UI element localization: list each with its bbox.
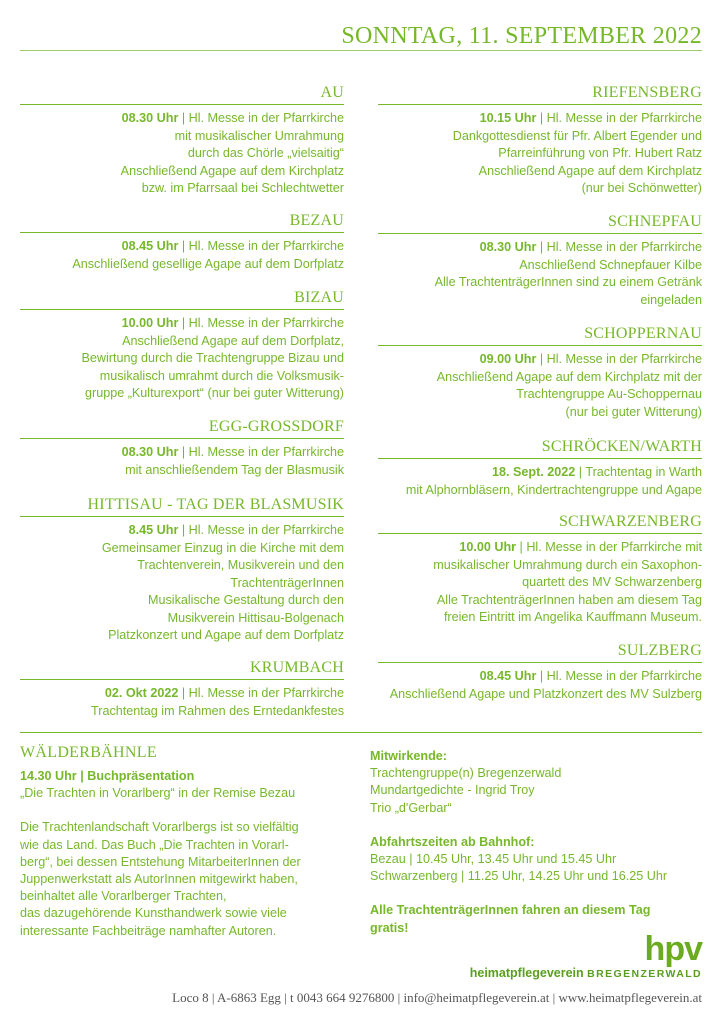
event-time: 08.30 Uhr (479, 240, 537, 254)
description-line: interessante Fachbeiträge namhafter Autoren. (20, 923, 277, 938)
event-detail-line (378, 369, 702, 387)
event-text: quartett des MV Schwarzenberg (522, 575, 702, 589)
description-line: das dazugehörende Kunsthandwerk sowie viele (20, 906, 287, 921)
event-detail-line (378, 609, 702, 627)
event-section-schwarzenberg (378, 513, 702, 627)
event-detail-line (20, 444, 344, 462)
description-line: Die Trachtenlandschaft Vorarlbergs ist so vielfältig (20, 820, 299, 835)
event-time: 08.45 Uhr (479, 669, 537, 683)
event-text: mit musikalischer Umrahmung (174, 128, 344, 143)
event-location-heading: SULZBERG (378, 642, 702, 663)
event-detail-line (378, 668, 702, 686)
event-location-heading: KRUMBACH (20, 659, 344, 680)
event-text: Trachtenverein, Musikverein und den (137, 558, 344, 572)
event-text: Anschließend Agape auf dem Kirchplatz mit der (436, 369, 702, 384)
event-text: Bewirtung durch die Trachtengruppe Bizau und (81, 351, 344, 365)
event-detail-line (378, 539, 702, 557)
event-section-au (20, 84, 344, 198)
event-time: 8.45 Uhr (128, 523, 179, 537)
event-location-heading: HITTISAU - TAG DER BLASMUSIK (20, 496, 344, 517)
event-section-bezau (20, 212, 344, 273)
event-detail-line (378, 351, 702, 369)
event-text: durch das Chörle „vielsaitig“ (187, 146, 344, 160)
event-detail-line (20, 540, 344, 558)
event-detail-line (20, 180, 344, 198)
event-location-heading: EGG-GROSSDORF (20, 418, 344, 439)
event-time: 08.45 Uhr (121, 239, 179, 253)
event-text: musikalischer Umrahmung durch ein Saxophon- (433, 557, 702, 572)
departure-item: Bezau | 10.45 Uhr, 13.45 Uhr und 15.45 Uhr (370, 852, 617, 867)
event-text: bzw. im Pfarrsaal bei Schlechtwetter (141, 181, 344, 195)
event-time: 10.00 Uhr (121, 316, 179, 330)
event-details (378, 110, 702, 198)
event-detail-line (378, 482, 702, 500)
event-text: | Hl. Messe in der Pfarrkirche (178, 523, 344, 537)
event-detail-line (20, 685, 344, 703)
event-detail-line (20, 315, 344, 333)
event-detail-line (378, 386, 702, 404)
event-text: | Hl. Messe in der Pfarrkirche (178, 686, 344, 700)
event-section-riefensberg (378, 84, 702, 198)
event-details (378, 668, 702, 703)
waelderbaehnle-description (20, 819, 350, 939)
event-location-heading: BIZAU (20, 289, 344, 310)
page-title: SONNTAG, 11. SEPTEMBER 2022 (341, 23, 702, 49)
event-text: | Hl. Messe in der Pfarrkirche (536, 240, 702, 254)
event-detail-line (378, 274, 702, 292)
event-detail-line (378, 557, 702, 575)
event-text: gruppe „Kulturexport“ (nur bei guter Witterung) (85, 386, 344, 400)
performers-heading: Mitwirkende: (370, 749, 447, 763)
event-detail-line (20, 110, 344, 128)
event-detail-line (378, 686, 702, 704)
event-detail-line (20, 592, 344, 610)
description-line: Juppenwerkstatt als AutorInnen mitgewirkt haben, (20, 872, 298, 887)
event-text: (nur bei guter Witterung) (565, 404, 702, 419)
departures-list (370, 851, 710, 885)
departures-heading: Abfahrtszeiten ab Bahnhof: (370, 834, 535, 849)
event-text: Pfarreinführung von Pfr. Hubert Ratz (498, 146, 702, 160)
event-section-bizau (20, 289, 344, 403)
event-section-schnepfau (378, 213, 702, 309)
departure-item: Schwarzenberg | 11.25 Uhr, 14.25 Uhr und 16.25 Uhr (370, 869, 668, 884)
event-details (20, 685, 344, 720)
event-detail-line (20, 333, 344, 351)
event-text: Anschließend Agape auf dem Dorfplatz, (122, 333, 344, 348)
event-detail-line (378, 180, 702, 198)
event-detail-line (378, 404, 702, 422)
event-text: | Hl. Messe in der Pfarrkirche (536, 669, 702, 683)
event-detail-line (20, 256, 344, 274)
event-text: mit Alphornbläsern, Kindertrachtengruppe und Agape (405, 482, 702, 497)
event-details (20, 315, 344, 403)
event-details (378, 539, 702, 627)
event-detail-line (378, 292, 702, 310)
event-text: Anschließend Agape und Platzkonzert des MV Sulzberg (389, 686, 702, 701)
event-detail-line (20, 368, 344, 386)
event-detail-line (20, 575, 344, 593)
event-details (378, 351, 702, 421)
event-detail-line (20, 350, 344, 368)
event-section-schoppernau (378, 325, 702, 421)
waelderbaehnle-heading: WÄLDERBÄHNLE (20, 744, 157, 761)
event-text: Gemeinsamer Einzug in die Kirche mit dem (101, 540, 344, 555)
free-ride-line: Alle TrachtenträgerInnen fahren an diesem Tag (370, 903, 651, 918)
event-section-egg-grossdorf (20, 418, 344, 479)
event-location-heading: SCHWARZENBERG (378, 513, 702, 534)
event-detail-line (378, 128, 702, 146)
event-text: Musikalische Gestaltung durch den (147, 593, 344, 607)
event-text: | Hl. Messe in der Pfarrkirche (178, 445, 344, 459)
event-text: | Hl. Messe in der Pfarrkirche (178, 316, 344, 330)
event-location-heading: SCHOPPERNAU (378, 325, 702, 346)
event-section-krumbach (20, 659, 344, 720)
event-text: mit anschließendem Tag der Blasmusik (125, 462, 344, 477)
footer-contact: Loco 8 | A-6863 Egg | t 0043 664 9276800 | info@heimatpflegeverein.at | www.heimatpflegeverein.at (172, 990, 702, 1005)
event-detail-line (378, 257, 702, 275)
event-details (20, 522, 344, 645)
event-section-hittisau-tag-der-blasmusik (20, 496, 344, 645)
waelderbaehnle-section (20, 744, 350, 940)
event-detail-line (378, 574, 702, 592)
event-detail-line (378, 464, 702, 482)
event-text: Anschließend gesellige Agape auf dem Dorfplatz (72, 256, 344, 271)
performer-item: Trio „d'Gerbar“ (370, 800, 452, 815)
logo-text (470, 966, 702, 981)
event-location-heading: SCHRÖCKEN/WARTH (378, 438, 702, 459)
event-time: 10.15 Uhr (479, 111, 537, 125)
event-text: Anschließend Agape auf dem Kirchplatz (120, 163, 344, 178)
event-time: 10.00 Uhr (459, 540, 517, 554)
info-section (370, 748, 710, 937)
event-section-schröcken-warth (378, 438, 702, 499)
event-detail-line (20, 462, 344, 480)
event-text: freien Eintritt im Angelika Kauffmann Museum. (443, 610, 702, 624)
event-text: Alle TrachtenträgerInnen haben am diesem Tag (436, 592, 702, 607)
event-section-sulzberg (378, 642, 702, 703)
event-time: 18. Sept. 2022 (491, 465, 576, 479)
event-text: TrachtenträgerInnen (230, 575, 344, 590)
performer-item: Trachtengruppe(n) Bregenzerwald (370, 766, 562, 781)
free-ride-line: gratis! (370, 920, 409, 935)
event-text: Dankgottesdienst für Pfr. Albert Egender und (452, 128, 702, 143)
performer-item: Mundartgedichte - Ingrid Troy (370, 783, 535, 798)
event-text: | Hl. Messe in der Pfarrkirche (536, 352, 702, 366)
event-details (20, 110, 344, 198)
event-details (20, 444, 344, 479)
event-time: 02. Okt 2022 (104, 686, 179, 700)
title-divider (20, 50, 702, 51)
waelderbaehnle-subtitle: „Die Trachten in Vorarlberg“ in der Remise Bezau (20, 786, 296, 801)
event-detail-line (20, 238, 344, 256)
event-text: Musikverein Hittisau-Bolgenach (167, 610, 344, 625)
event-text: | Hl. Messe in der Pfarrkirche mit (516, 540, 702, 554)
logo-name: heimatpflegeverein (469, 966, 584, 980)
event-text: Trachtengruppe Au-Schoppernau (516, 387, 702, 401)
event-detail-line (378, 592, 702, 610)
event-detail-line (20, 128, 344, 146)
event-text: | Hl. Messe in der Pfarrkirche (178, 239, 344, 253)
description-line: berg“, bei dessen Entstehung MitarbeiterInnen der (20, 854, 301, 869)
description-line: beinhaltet alle Vorarlberger Trachten, (20, 889, 227, 904)
event-detail-line (20, 522, 344, 540)
event-location-heading: BEZAU (20, 212, 344, 233)
event-detail-line (20, 163, 344, 181)
event-details (378, 239, 702, 309)
event-detail-line (378, 110, 702, 128)
event-detail-line (378, 145, 702, 163)
event-detail-line (20, 385, 344, 403)
event-detail-line (378, 239, 702, 257)
event-text: eingeladen (640, 292, 702, 307)
event-detail-line (20, 557, 344, 575)
event-text: | Trachtentag in Warth (575, 465, 702, 479)
description-line: wie das Land. Das Buch „Die Trachten in Vorarl- (20, 837, 289, 852)
event-time: 08.30 Uhr (121, 445, 179, 459)
event-text: Trachtentag im Rahmen des Erntedankfestes (91, 703, 344, 718)
event-detail-line (20, 703, 344, 721)
event-detail-line (378, 163, 702, 181)
event-detail-line (20, 610, 344, 628)
event-location-heading: RIEFENSBERG (378, 84, 702, 105)
waelderbaehnle-time: 14.30 Uhr | Buchpräsentation (20, 769, 195, 783)
event-details (20, 238, 344, 273)
event-text: | Hl. Messe in der Pfarrkirche (178, 111, 344, 125)
logo-region: BREGENZERWALD (587, 968, 702, 980)
event-text: Alle TrachtenträgerInnen sind zu einem Getränk (434, 275, 702, 289)
event-text: Anschließend Agape auf dem Kirchplatz (478, 163, 702, 178)
event-location-heading: AU (20, 84, 344, 105)
event-text: Platzkonzert und Agape auf dem Dorfplatz (108, 628, 344, 642)
event-detail-line (20, 145, 344, 163)
performers-list (370, 765, 710, 817)
event-detail-line (20, 627, 344, 645)
event-time: 09.00 Uhr (479, 352, 537, 366)
event-text: | Hl. Messe in der Pfarrkirche (536, 111, 702, 125)
section-divider (20, 732, 702, 733)
event-text: (nur bei Schönwetter) (581, 181, 702, 195)
logo-mark: hpv (644, 930, 702, 968)
event-details (378, 464, 702, 499)
event-text: Anschließend Schnepfauer Kilbe (519, 257, 702, 272)
event-time: 08.30 Uhr (121, 111, 179, 125)
event-text: musikalisch umrahmt durch die Volksmusik- (99, 368, 344, 383)
event-location-heading: SCHNEPFAU (378, 213, 702, 234)
